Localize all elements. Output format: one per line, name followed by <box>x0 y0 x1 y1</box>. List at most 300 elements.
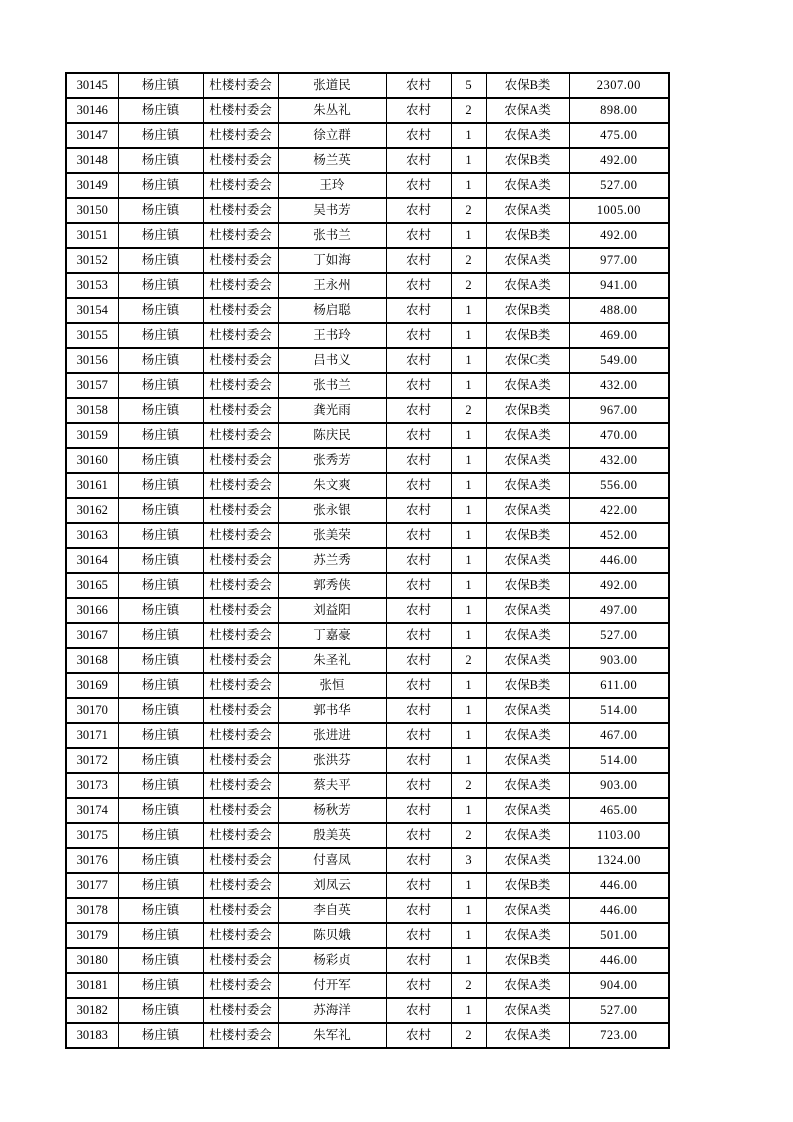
cell-town: 杨庄镇 <box>118 773 203 798</box>
table-row <box>66 873 669 898</box>
cell-amount: 467.00 <box>569 723 669 748</box>
cell-area_type: 农村 <box>386 198 451 223</box>
table-row <box>66 523 669 548</box>
cell-count: 1 <box>451 323 486 348</box>
cell-name: 张书兰 <box>278 373 386 398</box>
table-row <box>66 623 669 648</box>
table-row <box>66 748 669 773</box>
cell-name: 徐立群 <box>278 123 386 148</box>
cell-village: 杜楼村委会 <box>203 548 278 573</box>
cell-name: 杨彩贞 <box>278 948 386 973</box>
pension-roster-table <box>65 72 670 1049</box>
cell-count: 1 <box>451 298 486 323</box>
cell-name: 吴书芳 <box>278 198 386 223</box>
cell-town: 杨庄镇 <box>118 998 203 1023</box>
cell-town: 杨庄镇 <box>118 573 203 598</box>
cell-area_type: 农村 <box>386 423 451 448</box>
cell-name: 杨秋芳 <box>278 798 386 823</box>
cell-town: 杨庄镇 <box>118 198 203 223</box>
cell-count: 5 <box>451 73 486 98</box>
cell-amount: 514.00 <box>569 748 669 773</box>
cell-area_type: 农村 <box>386 298 451 323</box>
table-row <box>66 448 669 473</box>
table-row <box>66 573 669 598</box>
cell-village: 杜楼村委会 <box>203 473 278 498</box>
cell-count: 1 <box>451 698 486 723</box>
table-row <box>66 673 669 698</box>
cell-village: 杜楼村委会 <box>203 248 278 273</box>
cell-area_type: 农村 <box>386 223 451 248</box>
cell-village: 杜楼村委会 <box>203 298 278 323</box>
cell-insurance_class: 农保B类 <box>486 323 569 348</box>
cell-area_type: 农村 <box>386 273 451 298</box>
cell-insurance_class: 农保A类 <box>486 448 569 473</box>
cell-amount: 452.00 <box>569 523 669 548</box>
cell-town: 杨庄镇 <box>118 798 203 823</box>
cell-count: 1 <box>451 473 486 498</box>
cell-town: 杨庄镇 <box>118 673 203 698</box>
cell-id: 30153 <box>66 273 118 298</box>
cell-name: 吕书义 <box>278 348 386 373</box>
cell-insurance_class: 农保A类 <box>486 748 569 773</box>
cell-id: 30145 <box>66 73 118 98</box>
cell-name: 郭书华 <box>278 698 386 723</box>
cell-village: 杜楼村委会 <box>203 98 278 123</box>
cell-insurance_class: 农保C类 <box>486 348 569 373</box>
cell-town: 杨庄镇 <box>118 248 203 273</box>
cell-village: 杜楼村委会 <box>203 598 278 623</box>
cell-count: 1 <box>451 948 486 973</box>
cell-area_type: 农村 <box>386 498 451 523</box>
cell-amount: 903.00 <box>569 773 669 798</box>
cell-name: 龚光雨 <box>278 398 386 423</box>
cell-amount: 898.00 <box>569 98 669 123</box>
cell-town: 杨庄镇 <box>118 723 203 748</box>
cell-insurance_class: 农保B类 <box>486 873 569 898</box>
cell-area_type: 农村 <box>386 623 451 648</box>
cell-id: 30149 <box>66 173 118 198</box>
cell-amount: 1005.00 <box>569 198 669 223</box>
cell-area_type: 农村 <box>386 923 451 948</box>
table-row <box>66 473 669 498</box>
cell-insurance_class: 农保A类 <box>486 248 569 273</box>
cell-id: 30178 <box>66 898 118 923</box>
cell-amount: 492.00 <box>569 223 669 248</box>
cell-town: 杨庄镇 <box>118 523 203 548</box>
table-row <box>66 498 669 523</box>
cell-name: 张秀芳 <box>278 448 386 473</box>
cell-count: 2 <box>451 98 486 123</box>
cell-village: 杜楼村委会 <box>203 848 278 873</box>
cell-amount: 527.00 <box>569 998 669 1023</box>
cell-amount: 422.00 <box>569 498 669 523</box>
cell-amount: 446.00 <box>569 948 669 973</box>
cell-area_type: 农村 <box>386 73 451 98</box>
cell-insurance_class: 农保A类 <box>486 973 569 998</box>
cell-id: 30170 <box>66 698 118 723</box>
cell-area_type: 农村 <box>386 748 451 773</box>
cell-town: 杨庄镇 <box>118 823 203 848</box>
cell-village: 杜楼村委会 <box>203 773 278 798</box>
cell-name: 丁嘉豪 <box>278 623 386 648</box>
cell-id: 30152 <box>66 248 118 273</box>
cell-amount: 501.00 <box>569 923 669 948</box>
cell-village: 杜楼村委会 <box>203 698 278 723</box>
cell-id: 30146 <box>66 98 118 123</box>
cell-count: 2 <box>451 1023 486 1048</box>
cell-area_type: 农村 <box>386 548 451 573</box>
cell-amount: 446.00 <box>569 548 669 573</box>
cell-name: 陈贝娥 <box>278 923 386 948</box>
table-row <box>66 423 669 448</box>
cell-count: 1 <box>451 748 486 773</box>
cell-count: 1 <box>451 548 486 573</box>
table-row <box>66 148 669 173</box>
cell-town: 杨庄镇 <box>118 873 203 898</box>
cell-area_type: 农村 <box>386 1023 451 1048</box>
table-row <box>66 823 669 848</box>
cell-town: 杨庄镇 <box>118 423 203 448</box>
cell-area_type: 农村 <box>386 723 451 748</box>
cell-town: 杨庄镇 <box>118 623 203 648</box>
cell-count: 1 <box>451 723 486 748</box>
cell-id: 30147 <box>66 123 118 148</box>
cell-insurance_class: 农保A类 <box>486 123 569 148</box>
cell-amount: 556.00 <box>569 473 669 498</box>
cell-village: 杜楼村委会 <box>203 223 278 248</box>
cell-town: 杨庄镇 <box>118 973 203 998</box>
cell-insurance_class: 农保A类 <box>486 173 569 198</box>
cell-amount: 723.00 <box>569 1023 669 1048</box>
cell-id: 30169 <box>66 673 118 698</box>
cell-amount: 432.00 <box>569 373 669 398</box>
cell-count: 1 <box>451 673 486 698</box>
cell-name: 张道民 <box>278 73 386 98</box>
cell-area_type: 农村 <box>386 948 451 973</box>
cell-town: 杨庄镇 <box>118 148 203 173</box>
cell-amount: 903.00 <box>569 648 669 673</box>
cell-amount: 465.00 <box>569 798 669 823</box>
cell-count: 3 <box>451 848 486 873</box>
cell-village: 杜楼村委会 <box>203 498 278 523</box>
cell-name: 殷美英 <box>278 823 386 848</box>
cell-village: 杜楼村委会 <box>203 423 278 448</box>
cell-name: 朱军礼 <box>278 1023 386 1048</box>
table-row <box>66 348 669 373</box>
cell-amount: 446.00 <box>569 873 669 898</box>
cell-village: 杜楼村委会 <box>203 523 278 548</box>
cell-id: 30162 <box>66 498 118 523</box>
table-row <box>66 73 669 98</box>
cell-id: 30180 <box>66 948 118 973</box>
cell-id: 30173 <box>66 773 118 798</box>
cell-town: 杨庄镇 <box>118 398 203 423</box>
cell-name: 丁如海 <box>278 248 386 273</box>
cell-name: 杨启聪 <box>278 298 386 323</box>
cell-amount: 611.00 <box>569 673 669 698</box>
cell-id: 30166 <box>66 598 118 623</box>
table-row <box>66 723 669 748</box>
cell-name: 王永州 <box>278 273 386 298</box>
cell-amount: 1103.00 <box>569 823 669 848</box>
cell-id: 30168 <box>66 648 118 673</box>
cell-name: 付开军 <box>278 973 386 998</box>
cell-id: 30182 <box>66 998 118 1023</box>
table-row <box>66 123 669 148</box>
cell-amount: 475.00 <box>569 123 669 148</box>
cell-name: 朱圣礼 <box>278 648 386 673</box>
cell-town: 杨庄镇 <box>118 98 203 123</box>
cell-area_type: 农村 <box>386 598 451 623</box>
cell-town: 杨庄镇 <box>118 348 203 373</box>
cell-id: 30174 <box>66 798 118 823</box>
cell-name: 郭秀侠 <box>278 573 386 598</box>
table-row <box>66 773 669 798</box>
cell-id: 30171 <box>66 723 118 748</box>
cell-town: 杨庄镇 <box>118 173 203 198</box>
cell-amount: 549.00 <box>569 348 669 373</box>
cell-name: 张恒 <box>278 673 386 698</box>
cell-count: 1 <box>451 173 486 198</box>
cell-count: 1 <box>451 498 486 523</box>
cell-town: 杨庄镇 <box>118 373 203 398</box>
cell-name: 苏海洋 <box>278 998 386 1023</box>
cell-insurance_class: 农保A类 <box>486 273 569 298</box>
table-row <box>66 173 669 198</box>
cell-area_type: 农村 <box>386 573 451 598</box>
cell-name: 张洪芬 <box>278 748 386 773</box>
cell-insurance_class: 农保A类 <box>486 648 569 673</box>
cell-amount: 432.00 <box>569 448 669 473</box>
cell-count: 1 <box>451 898 486 923</box>
cell-amount: 904.00 <box>569 973 669 998</box>
cell-village: 杜楼村委会 <box>203 998 278 1023</box>
cell-id: 30148 <box>66 148 118 173</box>
cell-village: 杜楼村委会 <box>203 748 278 773</box>
cell-town: 杨庄镇 <box>118 73 203 98</box>
cell-village: 杜楼村委会 <box>203 198 278 223</box>
cell-area_type: 农村 <box>386 873 451 898</box>
cell-village: 杜楼村委会 <box>203 273 278 298</box>
cell-count: 2 <box>451 398 486 423</box>
cell-name: 刘益阳 <box>278 598 386 623</box>
cell-town: 杨庄镇 <box>118 498 203 523</box>
cell-count: 1 <box>451 448 486 473</box>
cell-area_type: 农村 <box>386 698 451 723</box>
cell-area_type: 农村 <box>386 123 451 148</box>
cell-insurance_class: 农保A类 <box>486 598 569 623</box>
cell-area_type: 农村 <box>386 448 451 473</box>
cell-village: 杜楼村委会 <box>203 448 278 473</box>
cell-insurance_class: 农保B类 <box>486 223 569 248</box>
cell-insurance_class: 农保A类 <box>486 998 569 1023</box>
cell-village: 杜楼村委会 <box>203 648 278 673</box>
cell-amount: 497.00 <box>569 598 669 623</box>
cell-area_type: 农村 <box>386 398 451 423</box>
cell-count: 1 <box>451 523 486 548</box>
cell-insurance_class: 农保A类 <box>486 548 569 573</box>
table-row <box>66 598 669 623</box>
cell-id: 30181 <box>66 973 118 998</box>
cell-area_type: 农村 <box>386 173 451 198</box>
spreadsheet-page-region <box>65 72 670 1049</box>
cell-area_type: 农村 <box>386 373 451 398</box>
cell-insurance_class: 农保B类 <box>486 573 569 598</box>
cell-area_type: 农村 <box>386 848 451 873</box>
table-row <box>66 398 669 423</box>
cell-count: 2 <box>451 773 486 798</box>
cell-id: 30163 <box>66 523 118 548</box>
cell-town: 杨庄镇 <box>118 923 203 948</box>
cell-area_type: 农村 <box>386 323 451 348</box>
table-row <box>66 548 669 573</box>
table-row <box>66 648 669 673</box>
cell-name: 王书玲 <box>278 323 386 348</box>
table-row <box>66 948 669 973</box>
cell-amount: 446.00 <box>569 898 669 923</box>
cell-town: 杨庄镇 <box>118 748 203 773</box>
cell-count: 1 <box>451 373 486 398</box>
cell-amount: 527.00 <box>569 623 669 648</box>
cell-count: 1 <box>451 573 486 598</box>
cell-village: 杜楼村委会 <box>203 798 278 823</box>
cell-insurance_class: 农保A类 <box>486 473 569 498</box>
cell-insurance_class: 农保B类 <box>486 398 569 423</box>
cell-id: 30155 <box>66 323 118 348</box>
cell-area_type: 农村 <box>386 998 451 1023</box>
cell-name: 李自英 <box>278 898 386 923</box>
cell-town: 杨庄镇 <box>118 473 203 498</box>
cell-id: 30154 <box>66 298 118 323</box>
cell-town: 杨庄镇 <box>118 898 203 923</box>
cell-village: 杜楼村委会 <box>203 323 278 348</box>
cell-insurance_class: 农保A类 <box>486 823 569 848</box>
cell-area_type: 农村 <box>386 473 451 498</box>
cell-village: 杜楼村委会 <box>203 898 278 923</box>
cell-count: 1 <box>451 623 486 648</box>
cell-area_type: 农村 <box>386 898 451 923</box>
cell-area_type: 农村 <box>386 798 451 823</box>
cell-insurance_class: 农保B类 <box>486 298 569 323</box>
cell-town: 杨庄镇 <box>118 223 203 248</box>
cell-id: 30179 <box>66 923 118 948</box>
cell-village: 杜楼村委会 <box>203 873 278 898</box>
table-row <box>66 198 669 223</box>
cell-insurance_class: 农保A类 <box>486 498 569 523</box>
cell-count: 2 <box>451 648 486 673</box>
cell-insurance_class: 农保A类 <box>486 98 569 123</box>
cell-area_type: 农村 <box>386 648 451 673</box>
cell-amount: 967.00 <box>569 398 669 423</box>
table-row <box>66 98 669 123</box>
table-row <box>66 248 669 273</box>
cell-count: 2 <box>451 823 486 848</box>
cell-village: 杜楼村委会 <box>203 73 278 98</box>
cell-insurance_class: 农保A类 <box>486 1023 569 1048</box>
cell-town: 杨庄镇 <box>118 323 203 348</box>
table-row <box>66 798 669 823</box>
table-body <box>66 73 669 1048</box>
table-row <box>66 998 669 1023</box>
cell-insurance_class: 农保A类 <box>486 773 569 798</box>
cell-count: 1 <box>451 798 486 823</box>
cell-town: 杨庄镇 <box>118 1023 203 1048</box>
cell-village: 杜楼村委会 <box>203 373 278 398</box>
cell-amount: 941.00 <box>569 273 669 298</box>
cell-name: 张美荣 <box>278 523 386 548</box>
cell-amount: 470.00 <box>569 423 669 448</box>
table-row <box>66 698 669 723</box>
cell-count: 1 <box>451 873 486 898</box>
cell-area_type: 农村 <box>386 348 451 373</box>
table-row <box>66 898 669 923</box>
cell-amount: 488.00 <box>569 298 669 323</box>
cell-name: 蔡夫平 <box>278 773 386 798</box>
cell-town: 杨庄镇 <box>118 598 203 623</box>
cell-insurance_class: 农保B类 <box>486 523 569 548</box>
cell-village: 杜楼村委会 <box>203 823 278 848</box>
cell-village: 杜楼村委会 <box>203 923 278 948</box>
cell-count: 1 <box>451 998 486 1023</box>
cell-insurance_class: 农保A类 <box>486 623 569 648</box>
cell-insurance_class: 农保B类 <box>486 948 569 973</box>
cell-town: 杨庄镇 <box>118 123 203 148</box>
cell-village: 杜楼村委会 <box>203 148 278 173</box>
cell-insurance_class: 农保A类 <box>486 898 569 923</box>
cell-id: 30172 <box>66 748 118 773</box>
cell-name: 苏兰秀 <box>278 548 386 573</box>
cell-insurance_class: 农保A类 <box>486 423 569 448</box>
cell-amount: 514.00 <box>569 698 669 723</box>
table-row <box>66 923 669 948</box>
table-row <box>66 223 669 248</box>
cell-count: 1 <box>451 598 486 623</box>
cell-village: 杜楼村委会 <box>203 673 278 698</box>
cell-insurance_class: 农保A类 <box>486 723 569 748</box>
cell-town: 杨庄镇 <box>118 948 203 973</box>
cell-name: 张永银 <box>278 498 386 523</box>
cell-amount: 492.00 <box>569 573 669 598</box>
cell-village: 杜楼村委会 <box>203 1023 278 1048</box>
cell-village: 杜楼村委会 <box>203 348 278 373</box>
cell-town: 杨庄镇 <box>118 548 203 573</box>
cell-id: 30156 <box>66 348 118 373</box>
cell-village: 杜楼村委会 <box>203 573 278 598</box>
cell-name: 王玲 <box>278 173 386 198</box>
cell-town: 杨庄镇 <box>118 448 203 473</box>
cell-insurance_class: 农保A类 <box>486 848 569 873</box>
cell-village: 杜楼村委会 <box>203 398 278 423</box>
cell-village: 杜楼村委会 <box>203 948 278 973</box>
cell-town: 杨庄镇 <box>118 273 203 298</box>
cell-amount: 2307.00 <box>569 73 669 98</box>
cell-amount: 492.00 <box>569 148 669 173</box>
cell-insurance_class: 农保A类 <box>486 798 569 823</box>
cell-insurance_class: 农保A类 <box>486 698 569 723</box>
cell-insurance_class: 农保B类 <box>486 673 569 698</box>
cell-village: 杜楼村委会 <box>203 973 278 998</box>
cell-amount: 977.00 <box>569 248 669 273</box>
table-row <box>66 973 669 998</box>
cell-count: 2 <box>451 198 486 223</box>
cell-id: 30150 <box>66 198 118 223</box>
cell-town: 杨庄镇 <box>118 298 203 323</box>
cell-id: 30161 <box>66 473 118 498</box>
cell-count: 2 <box>451 273 486 298</box>
cell-count: 1 <box>451 348 486 373</box>
cell-area_type: 农村 <box>386 248 451 273</box>
cell-area_type: 农村 <box>386 773 451 798</box>
